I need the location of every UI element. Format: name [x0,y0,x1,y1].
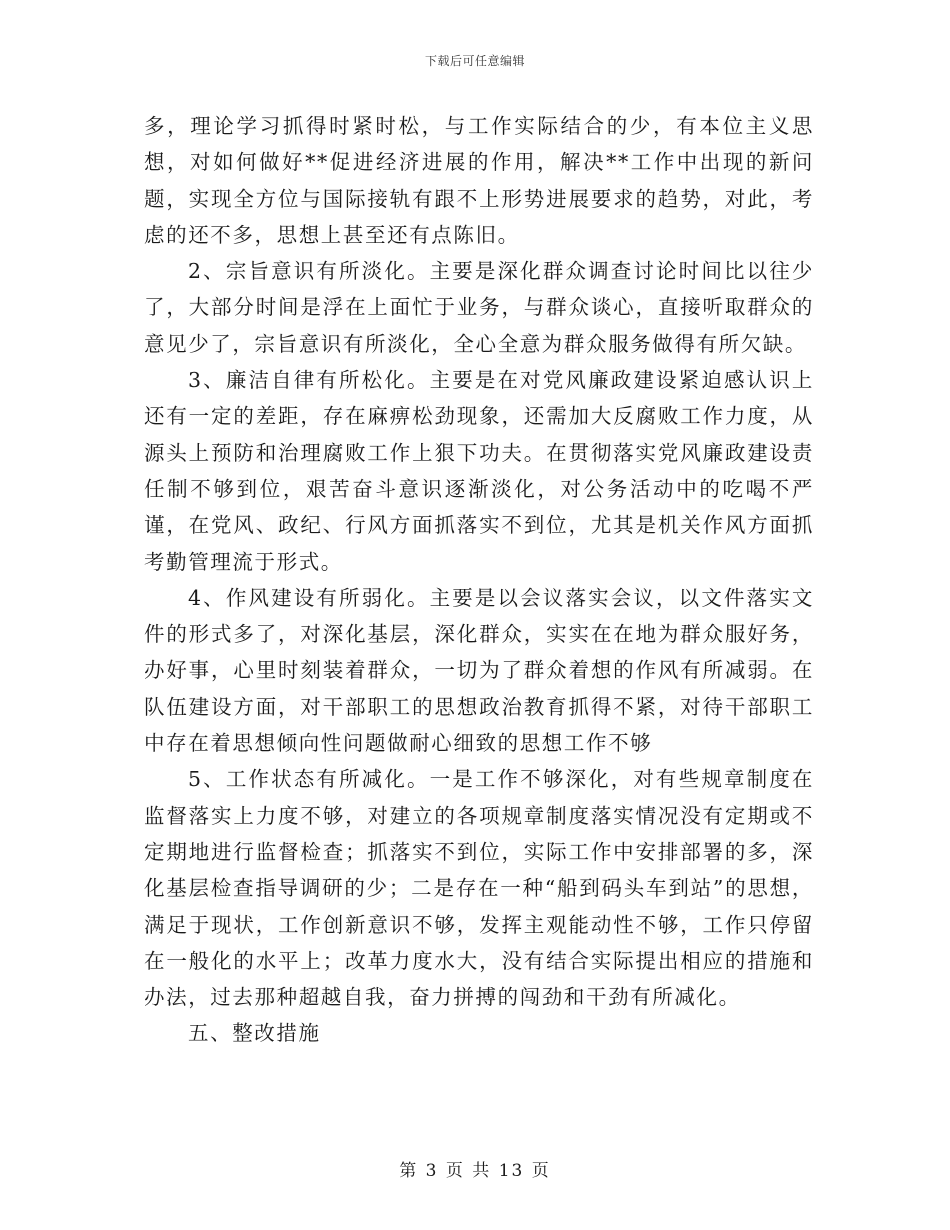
section-heading-rectification: 五、整改措施 [188,1021,321,1046]
document-body [144,108,814,1052]
page-number-footer: 第 3 页 共 13 页 [399,1161,551,1181]
paragraph-item-4: 4、作风建设有所弱化。主要是以会议落实会议，以文件落实文件的形式多了，对深化基层，深化群众，实实在在地为群众服好务，办好事，心里时刻装着群众，一切为了群众着想的作风有所减弱。在队伍建设方面，对干部职工的思想政治教育抓得不紧，对待干部职工中存在着思想倾向性问题做耐心细致的思想工作不够 [144,585,814,756]
paragraph-item-2: 2、宗旨意识有所淡化。主要是深化群众调查讨论时间比以往少了，大部分时间是浮在上面忙于业务，与群众谈心，直接听取群众的意见少了，宗旨意识有所淡化，全心全意为群众服务做得有所欠缺。 [144,259,814,356]
page-header: 下载后可任意编辑 [424,54,525,68]
paragraph-item-5: 5、工作状态有所减化。一是工作不够深化，对有些规章制度在监督落实上力度不够，对建立的各项规章制度落实情况没有定期或不定期地进行监督检查；抓落实不到位，实际工作中安排部署的多，深化基层检查指导调研的少；二是存在一种“船到码头车到站”的思想，满足于现状，工作创新意识不够，发挥主观能动性不够，工作只停留在一般化的水平上；改革力度水大，没有结合实际提出相应的措施和办法，过去那种超越自我，奋力拼搏的闯劲和干劲有所减化。 [144,767,814,1010]
paragraph-item-3: 3、廉洁自律有所松化。主要是在对党风廉政建设紧迫感认识上还有一定的差距，存在麻痹松劲现象，还需加大反腐败工作力度，从源头上预防和治理腐败工作上狠下功夫。在贯彻落实党风廉政建设责任制不够到位，艰苦奋斗意识逐渐淡化，对公务活动中的吃喝不严谨，在党风、政纪、行风方面抓落实不到位，尤其是机关作风方面抓考勤管理流于形式。 [144,368,814,574]
paragraph-continuation: 多，理论学习抓得时紧时松，与工作实际结合的少，有本位主义思想，对如何做好**促进经济进展的作用，解决**工作中出现的新问题，实现全方位与国际接轨有跟不上形势进展要求的趋势，对此，考虑的还不多，思想上甚至还有点陈旧。 [144,114,814,247]
